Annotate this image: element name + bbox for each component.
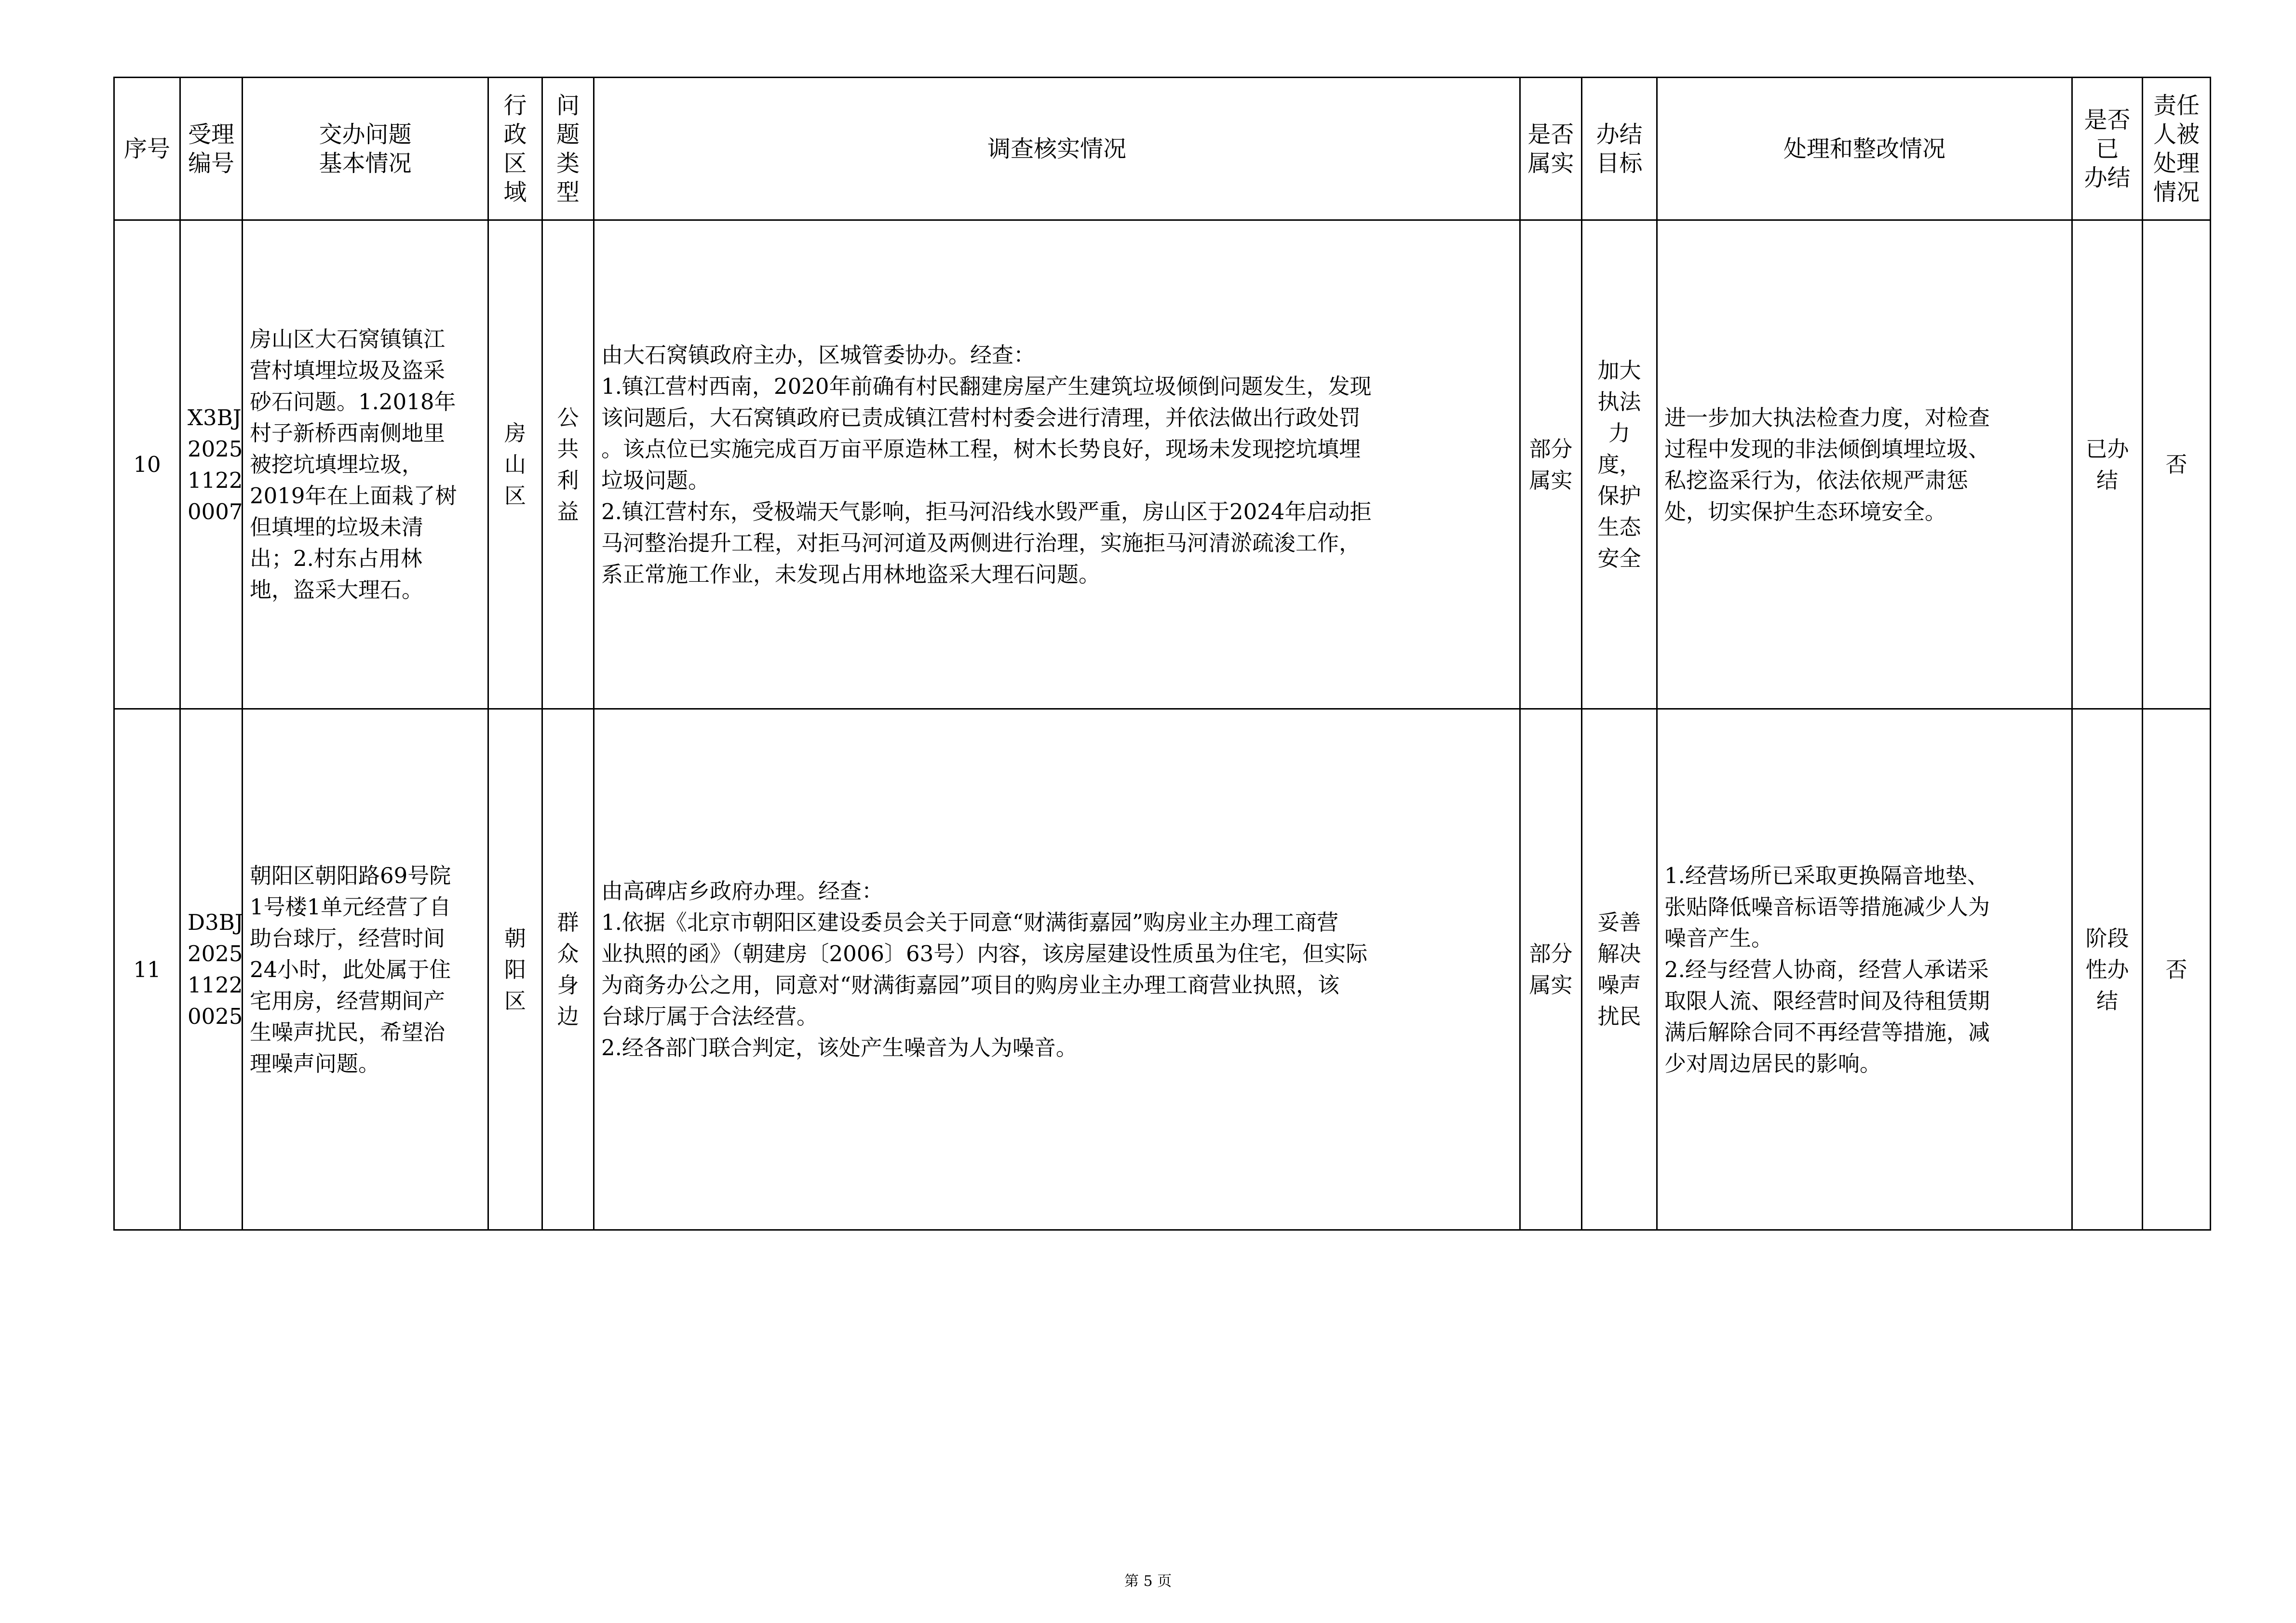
cell-text: 1122: [188, 972, 243, 998]
header-text: 域: [503, 178, 527, 206]
header-text: 是否: [2084, 106, 2131, 134]
cell-text: 否: [2165, 956, 2188, 982]
header-text: 责任: [2153, 92, 2200, 119]
cell-text: 1.依据《北京市朝阳区建设委员会关于同意“财满街嘉园”购房业主办理工商营: [601, 910, 1338, 935]
cell-text: 噪声: [1597, 972, 1641, 998]
cell-text: 阶段: [2085, 925, 2129, 951]
header-verified: [1520, 78, 1582, 220]
cell-text: 身: [557, 972, 579, 998]
cell-text: 2019年在上面栽了树: [250, 483, 457, 509]
cell-text: 处，切实保护生态环境安全。: [1664, 498, 1947, 524]
cell-text: 2.经各部门联合判定，该处产生噪音为人为噪音。: [601, 1035, 1078, 1060]
cell-text: 山: [504, 452, 526, 477]
header-text: 人被: [2153, 121, 2200, 148]
cell-text: 由大石窝镇政府主办，区城管委协办。经查：: [601, 342, 1036, 368]
cell-verified: [1520, 220, 1582, 709]
header-text: 处理和整改情况: [1783, 135, 1945, 162]
header-text: 办结: [2084, 164, 2131, 191]
table-row: [114, 709, 2211, 1230]
cell-text: 被挖坑填埋垃圾，: [250, 452, 424, 477]
cell-text: 部分: [1529, 941, 1573, 966]
cell-text: 执法: [1597, 389, 1641, 415]
cell-text: 私挖盗采行为，依法依规严肃惩: [1664, 467, 1969, 493]
header-text: 是否: [1527, 121, 1574, 148]
cell-text: 砂石问题。1.2018年: [250, 389, 456, 415]
cell-closed: [2072, 709, 2143, 1230]
header-seq: [114, 78, 180, 220]
header-text: 编号: [188, 149, 234, 177]
header-investigation: [594, 78, 1520, 220]
header-text: 基本情况: [319, 149, 412, 177]
cell-text: 台球厅属于合法经营。: [601, 1004, 819, 1029]
cell-text: 安全: [1597, 546, 1641, 571]
cell-investigation: [594, 709, 1520, 1230]
cell-text: 度，: [1597, 452, 1641, 477]
cell-text: 进一步加大执法检查力度，对检查: [1664, 404, 1990, 430]
cell-text: 力: [1608, 420, 1630, 446]
cell-text: 朝: [504, 925, 526, 951]
cell-text: 11: [133, 956, 161, 982]
header-accountability: [2143, 78, 2211, 220]
cell-text: 取限人流、限经营时间及待租赁期: [1664, 988, 1990, 1014]
header-text: 调查核实情况: [987, 135, 1126, 162]
cell-text: 但填埋的垃圾未清: [250, 514, 424, 540]
header-text: 题: [556, 121, 580, 148]
header-text: 问: [556, 92, 580, 119]
cell-text: 2025: [188, 436, 243, 462]
cell-text: 10: [133, 452, 161, 477]
cell-case-id: [180, 220, 243, 709]
cell-text: 为商务办公之用，同意对“财满街嘉园”项目的购房业主办理工商营业执照，该: [601, 972, 1340, 998]
cell-case-id: [180, 709, 243, 1230]
cell-text: 马河整治提升工程，对拒马河河道及两侧进行治理，实施拒马河清淤疏浚工作，: [601, 530, 1361, 556]
header-rectification: [1657, 78, 2072, 220]
cell-text: 村子新桥西南侧地里: [250, 420, 446, 446]
cell-text: 属实: [1529, 972, 1573, 998]
header-case-id: [180, 78, 243, 220]
cell-text: 出；2.村东占用林: [250, 546, 422, 571]
table-row: [114, 220, 2211, 709]
header-text: 已: [2095, 135, 2119, 162]
cell-text: 0025: [188, 1004, 243, 1029]
header-issue-summary: [243, 78, 488, 220]
cell-text: 宅用房，经营期间产: [250, 988, 446, 1014]
cell-text: 区: [504, 988, 526, 1014]
header-district: [488, 78, 542, 220]
cell-text: 理噪声问题。: [250, 1050, 380, 1076]
header-text: 序号: [123, 135, 170, 162]
header-text: 受理: [188, 121, 234, 148]
cell-text: 地，盗采大理石。: [250, 577, 424, 603]
cell-text: 结: [2096, 988, 2118, 1014]
cell-text: 众: [557, 941, 579, 966]
cell-text: 2.经与经营人协商，经营人承诺采: [1664, 956, 1989, 982]
cell-text: 垃圾问题。: [601, 467, 710, 493]
cell-text: 房山区大石窝镇镇江: [250, 326, 446, 352]
cell-accountability: [2143, 220, 2211, 709]
cell-rectification: [1657, 709, 2072, 1230]
cell-goal: [1582, 220, 1657, 709]
cell-issue-type: [542, 220, 594, 709]
cell-district: [488, 709, 542, 1230]
header-text: 类: [556, 149, 580, 177]
cell-issue-summary: [243, 220, 488, 709]
cell-text: 利: [557, 467, 579, 493]
cell-text: 满后解除合同不再经营等措施，减: [1664, 1019, 1990, 1045]
cell-text: 业执照的函》（朝建房〔2006〕63号）内容，该房屋建设性质虽为住宅，但实际: [601, 941, 1368, 966]
cell-text: 属实: [1529, 467, 1573, 493]
cell-text: 阳: [504, 956, 526, 982]
cell-text: 0007: [188, 498, 243, 524]
cell-text: 加大: [1597, 358, 1641, 383]
cell-verified: [1520, 709, 1582, 1230]
cell-text: 1122: [188, 467, 243, 493]
cell-goal: [1582, 709, 1657, 1230]
cell-rectification: [1657, 220, 2072, 709]
header-goal: [1582, 78, 1657, 220]
cell-text: 张贴降低噪音标语等措施减少人为: [1664, 894, 1990, 920]
cell-text: 噪音产生。: [1664, 925, 1773, 951]
cell-text: 过程中发现的非法倾倒填埋垃圾、: [1664, 436, 1990, 462]
cell-text: 妥善: [1597, 910, 1641, 935]
cell-issue-summary: [243, 709, 488, 1230]
cell-investigation: [594, 220, 1520, 709]
supervision-case-table: [113, 77, 2211, 1231]
cell-text: 部分: [1529, 436, 1573, 462]
cell-text: 房: [504, 420, 526, 446]
cell-text: 否: [2165, 452, 2188, 477]
cell-text: 益: [557, 498, 579, 524]
cell-issue-type: [542, 709, 594, 1230]
cell-text: X3BJ: [188, 404, 242, 430]
cell-text: 2025: [188, 941, 243, 966]
cell-text: 解决: [1597, 941, 1641, 966]
page-number: 第 5 页: [1124, 1573, 1172, 1590]
cell-text: 。该点位已实施完成百万亩平原造林工程，树木长势良好，现场未发现挖坑填埋: [601, 436, 1361, 462]
header-text: 行: [503, 92, 527, 119]
cell-text: 1.镇江营村西南，2020年前确有村民翻建房屋产生建筑垃圾倾倒问题发生，发现: [601, 373, 1372, 399]
header-text: 型: [556, 178, 580, 206]
header-closed: [2072, 78, 2143, 220]
table-header-row: [114, 78, 2211, 220]
cell-text: D3BJ: [188, 910, 243, 935]
cell-text: 24小时，此处属于住: [250, 956, 451, 982]
cell-text: 群: [557, 910, 579, 935]
header-text: 区: [503, 149, 527, 177]
cell-text: 助台球厅，经营时间: [250, 925, 446, 951]
cell-seq: [114, 220, 180, 709]
cell-text: 边: [557, 1004, 579, 1029]
cell-text: 1号楼1单元经营了自: [250, 894, 451, 920]
cell-text: 2.镇江营村东，受极端天气影响，拒马河沿线水毁严重，房山区于2024年启动拒: [601, 498, 1372, 524]
cell-text: 营村填埋垃圾及盗采: [250, 358, 446, 383]
cell-text: 公: [557, 404, 579, 430]
cell-text: 已办: [2085, 436, 2129, 462]
cell-text: 扰民: [1597, 1004, 1641, 1029]
cell-text: 系正常施工作业，未发现占用林地盗采大理石问题。: [601, 561, 1101, 587]
cell-closed: [2072, 220, 2143, 709]
cell-text: 结: [2096, 467, 2118, 493]
cell-text: 少对周边居民的影响。: [1664, 1050, 1882, 1076]
header-text: 属实: [1527, 149, 1574, 177]
cell-text: 生态: [1597, 514, 1641, 540]
cell-text: 朝阳区朝阳路69号院: [250, 862, 451, 888]
header-text: 办结: [1596, 121, 1643, 148]
header-text: 政: [503, 121, 527, 148]
cell-text: 共: [557, 436, 579, 462]
cell-text: 由高碑店乡政府办理。经查：: [601, 878, 884, 904]
header-text: 处理: [2153, 149, 2200, 177]
cell-accountability: [2143, 709, 2211, 1230]
header-text: 目标: [1596, 149, 1643, 177]
cell-text: 该问题后，大石窝镇政府已责成镇江营村村委会进行清理，并依法做出行政处罚: [601, 404, 1361, 430]
cell-text: 保护: [1597, 483, 1641, 509]
cell-text: 生噪声扰民，希望治: [250, 1019, 446, 1045]
cell-district: [488, 220, 542, 709]
cell-text: 区: [504, 483, 526, 509]
cell-seq: [114, 709, 180, 1230]
header-text: 交办问题: [319, 121, 412, 148]
header-text: 情况: [2153, 178, 2200, 206]
header-issue-type: [542, 78, 594, 220]
cell-text: 性办: [2085, 956, 2129, 982]
cell-text: 1.经营场所已采取更换隔音地垫、: [1664, 862, 1989, 888]
